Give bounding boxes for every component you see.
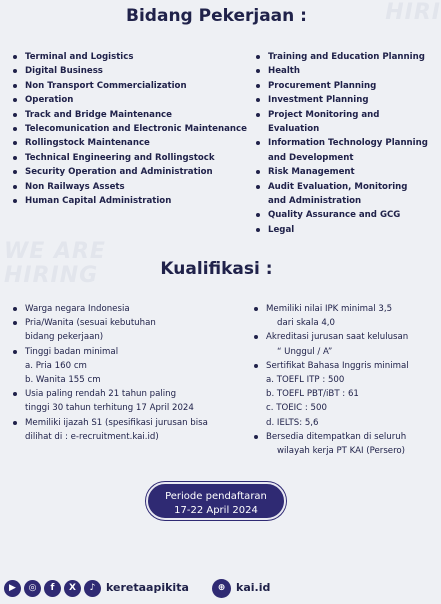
job-item: Information Technology Planning (255, 136, 431, 150)
qualification-item: dilihat di : e-recruitment.kai.id) (25, 431, 159, 442)
period-label: Periode pendaftaran (165, 491, 267, 502)
tiktok-icon[interactable]: ♪ (84, 580, 101, 597)
job-item: Telecomunication and Electronic Maintenance (12, 122, 252, 136)
qualification-item: tinggi 30 tahun terhitung 17 April 2024 (25, 403, 194, 414)
globe-icon[interactable]: ⊕ (212, 579, 231, 598)
qualification-item: b. TOEFL PBT/iBT : 61 (266, 389, 359, 400)
qualification-item: wilayah kerja PT KAI (Persero) (277, 446, 406, 457)
job-item: Digital Business (12, 64, 252, 78)
qualification-item: dari skala 4,0 (277, 318, 335, 329)
jobs-right-column (255, 50, 431, 237)
qualification-item: Warga negara Indonesia (12, 302, 250, 316)
job-item: Non Railways Assets (12, 180, 252, 194)
instagram-icon[interactable]: ◎ (24, 580, 41, 597)
social-handle[interactable]: keretaapikita (106, 581, 189, 594)
job-item: Operation (12, 93, 252, 107)
job-item: Risk Management (255, 165, 431, 179)
footer (0, 574, 433, 604)
qualification-item: “ Unggul / A” (277, 346, 333, 357)
jobs-title: Bidang Pekerjaan : (126, 6, 307, 26)
job-item: Project Monitoring and Evaluation (255, 108, 431, 137)
job-item: Security Operation and Administration (12, 165, 252, 179)
qualification-item: a. Pria 160 cm (25, 360, 87, 371)
qualification-item: Memiliki nilai IPK minimal 3,5 (253, 302, 431, 316)
job-item: Track and Bridge Maintenance (12, 108, 252, 122)
qualifications-left-column (12, 302, 250, 444)
x-icon[interactable]: X (64, 580, 81, 597)
qualification-item: d. IELTS: 5,6 (266, 417, 319, 428)
qualification-item: c. TOEIC : 500 (266, 403, 327, 414)
qualification-item: a. TOEFL ITP : 500 (266, 375, 345, 386)
jobs-left-column (12, 50, 252, 208)
qualification-item: Memiliki ijazah S1 (spesifikasi jurusan bisa (12, 416, 250, 430)
qualification-item: bidang pekerjaan) (25, 332, 104, 343)
qualifications-right-column (253, 302, 431, 458)
watermark-top: HIRI (385, 0, 441, 25)
job-item: and Administration (268, 196, 362, 207)
job-item: Legal (255, 223, 431, 237)
period-dates: 17-22 April 2024 (174, 505, 258, 516)
facebook-icon[interactable]: f (44, 580, 61, 597)
job-item: Non Transport Commercialization (12, 79, 252, 93)
qualification-item: Pria/Wanita (sesuai kebutuhan (12, 316, 250, 330)
job-item: and Development (268, 152, 354, 163)
job-item: Procurement Planning (255, 79, 431, 93)
job-item: Technical Engineering and Rollingstock (12, 151, 252, 165)
youtube-icon[interactable]: ▶ (4, 580, 21, 597)
job-item: Health (255, 64, 431, 78)
qualification-item: b. Wanita 155 cm (25, 375, 101, 386)
job-item: Human Capital Administration (12, 194, 252, 208)
job-item: Quality Assurance and GCG (255, 208, 431, 222)
job-item: Investment Planning (255, 93, 431, 107)
qualification-item: Sertifikat Bahasa Inggris minimal (253, 359, 431, 373)
qualification-item: Tinggi badan minimal (12, 345, 250, 359)
registration-period-badge (146, 482, 286, 520)
website-link[interactable]: kai.id (236, 581, 271, 594)
watermark-line-1: WE ARE (4, 239, 106, 264)
qualification-item: Akreditasi jurusan saat kelulusan (253, 330, 431, 344)
job-item: Audit Evaluation, Monitoring (255, 180, 431, 194)
qualifications-title: Kualifikasi : (160, 259, 273, 279)
qualification-item: Bersedia ditempatkan di seluruh (253, 430, 431, 444)
job-item: Training and Education Planning (255, 50, 431, 64)
job-item: Rollingstock Maintenance (12, 136, 252, 150)
job-item: Terminal and Logistics (12, 50, 252, 64)
qualification-item: Usia paling rendah 21 tahun paling (12, 387, 250, 401)
watermark-line-2: HIRING (4, 263, 99, 288)
